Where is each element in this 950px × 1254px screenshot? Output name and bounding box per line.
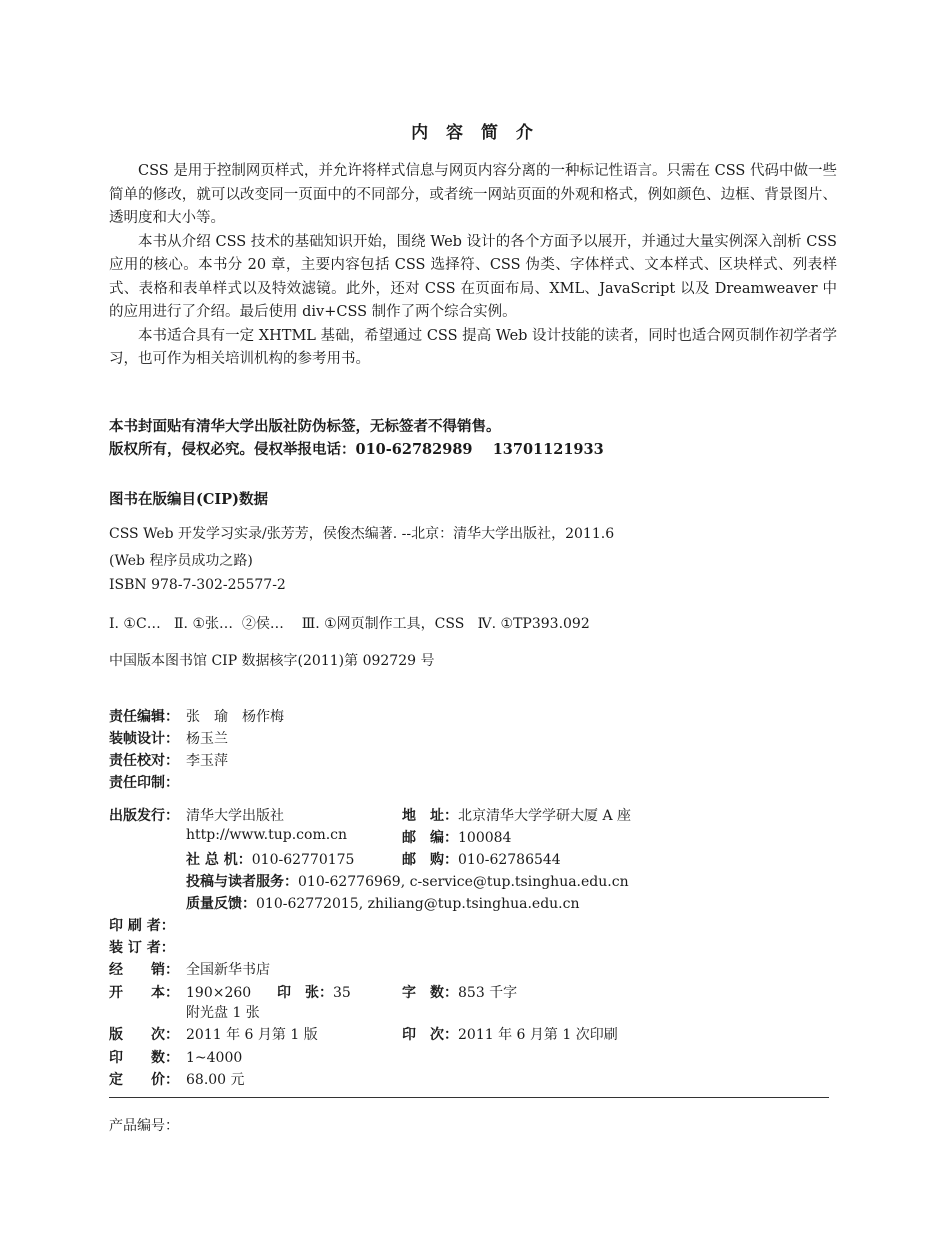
quality-row	[109, 893, 579, 913]
cd-note: 附光盘 1 张	[186, 1005, 260, 1021]
cd-row	[109, 1002, 260, 1022]
mail-order-label: 邮 购：	[402, 852, 458, 868]
impression-field	[402, 1024, 618, 1044]
submission-label: 投稿与读者服务：	[186, 874, 298, 890]
address-field	[402, 805, 631, 825]
edition-row	[109, 1024, 829, 1044]
postcode-value: 100084	[458, 830, 512, 846]
synopsis-paragraph: CSS 是用于控制网页样式，并允许将样式信息与网页内容分离的一种标记性语言。只需在 CSS 代码中做一些简单的修改，就可以改变同一页面中的不同部分，或者统一网站页面的外观和格式，例如颜色、边框、背景图片、透明度和大小等。	[109, 163, 837, 226]
publisher-row	[109, 805, 829, 825]
impression-label: 印 次：	[402, 1027, 458, 1043]
words-value: 853 千字	[458, 985, 518, 1001]
price-row	[109, 1069, 245, 1089]
quality-label: 质量反馈：	[186, 896, 256, 912]
publisher-label: 出版发行：	[109, 808, 179, 824]
publisher-url-row	[109, 827, 829, 846]
price-label: 定 价：	[109, 1072, 179, 1088]
edition-value: 2011 年 6 月第 1 版	[186, 1027, 318, 1043]
format-label: 开 本：	[109, 985, 179, 1001]
product-code-row	[109, 1115, 179, 1135]
switchboard-row	[109, 849, 829, 869]
sheets-field	[277, 982, 351, 1002]
divider-rule	[109, 1097, 829, 1098]
design-label: 装帧设计：	[109, 731, 179, 747]
print-run-row	[109, 1047, 242, 1067]
publisher-url: http://www.tup.com.cn	[186, 827, 348, 843]
notice-line: 版权所有，侵权必究。侵权举报电话：010-62782989 13701121933	[109, 441, 604, 458]
cip-series: (Web 程序员成功之路)	[109, 553, 253, 569]
distributor-row	[109, 959, 270, 979]
sheets-label: 印 张：	[277, 985, 333, 1001]
staff-print	[109, 772, 186, 792]
quality-value: 010-62772015, zhiliang@tup.tsinghua.edu.cn	[256, 896, 580, 912]
product-code-label: 产品编号：	[109, 1118, 179, 1134]
switchboard-value: 010-62770175	[251, 852, 355, 868]
binder-row	[109, 937, 186, 957]
printer-row	[109, 915, 186, 935]
mail-order-value: 010-62786544	[458, 852, 561, 868]
submission-row	[109, 871, 629, 891]
page-title: 内 容 简 介	[411, 123, 539, 143]
staff-proof	[109, 750, 228, 770]
editor-value: 张 瑜 杨作梅	[186, 709, 284, 725]
printer-label: 印 刷 者：	[109, 918, 175, 934]
format-value: 190×260	[186, 985, 252, 1001]
design-value: 杨玉兰	[186, 731, 228, 747]
cip-classification: Ⅰ. ①C… Ⅱ. ①张… ②侯… Ⅲ. ①网页制作工具，CSS Ⅳ. ①TP393.092	[109, 616, 590, 632]
synopsis-paragraph: 本书适合具有一定 XHTML 基础，希望通过 CSS 提高 Web 设计技能的读者，同时也适合网页制作初学者学习，也可作为相关培训机构的参考用书。	[109, 327, 837, 367]
publisher-name: 清华大学出版社	[186, 808, 284, 824]
proof-label: 责任校对：	[109, 753, 179, 769]
print-run-value: 1~4000	[186, 1050, 243, 1066]
distributor-value: 全国新华书店	[186, 962, 270, 978]
cip-record-number: 中国版本图书馆 CIP 数据核字(2011)第 092729 号	[109, 653, 435, 669]
sheets-value: 35	[333, 985, 351, 1001]
anti-piracy-notice	[109, 415, 837, 461]
address-label: 地 址：	[402, 808, 458, 824]
proof-value: 李玉萍	[186, 753, 228, 769]
synopsis-paragraph: 本书从介绍 CSS 技术的基础知识开始，围绕 Web 设计的各个方面予以展开，并通过大量实例深入剖析 CSS 应用的核心。本书分 20 章，主要内容包括 CSS 选择符、CSS 伪类、字体样式、文本样式、区块样式、列表样式、表格和表单样式以及特效滤镜。此外，还对 CSS 在页面布局、XML、JavaScript 以及 Dreamweaver 中的应用进行了介绍。最后使用 div+CSS 制作了两个综合实例。	[109, 233, 837, 320]
postcode-label: 邮 编：	[402, 830, 458, 846]
words-label: 字 数：	[402, 985, 458, 1001]
format-row	[109, 982, 829, 1002]
binder-label: 装 订 者：	[109, 940, 175, 956]
editor-label: 责任编辑：	[109, 709, 179, 725]
print-label: 责任印制：	[109, 775, 179, 791]
switchboard-label: 社 总 机：	[186, 852, 252, 868]
distributor-label: 经 销：	[109, 962, 179, 978]
postcode-field	[402, 827, 511, 847]
edition-label: 版 次：	[109, 1027, 179, 1043]
price-value: 68.00 元	[186, 1072, 245, 1088]
mail-order-field	[402, 849, 561, 869]
notice-line: 本书封面贴有清华大学出版社防伪标签，无标签者不得销售。	[109, 418, 501, 435]
submission-value: 010-62776969, c-service@tup.tsinghua.edu.cn	[298, 874, 629, 890]
staff-design	[109, 728, 228, 748]
cip-isbn: ISBN 978-7-302-25577-2	[109, 577, 286, 593]
cip-title-line: CSS Web 开发学习实录/张芳芳，侯俊杰编著. --北京：清华大学出版社，2011.6	[109, 526, 615, 542]
print-run-label: 印 数：	[109, 1050, 179, 1066]
impression-value: 2011 年 6 月第 1 次印刷	[458, 1027, 618, 1043]
staff-editor	[109, 706, 284, 726]
words-field	[402, 982, 517, 1002]
cip-heading: 图书在版编目(CIP)数据	[109, 491, 268, 508]
address-value: 北京清华大学学研大厦 A 座	[458, 808, 632, 824]
synopsis	[109, 160, 837, 372]
